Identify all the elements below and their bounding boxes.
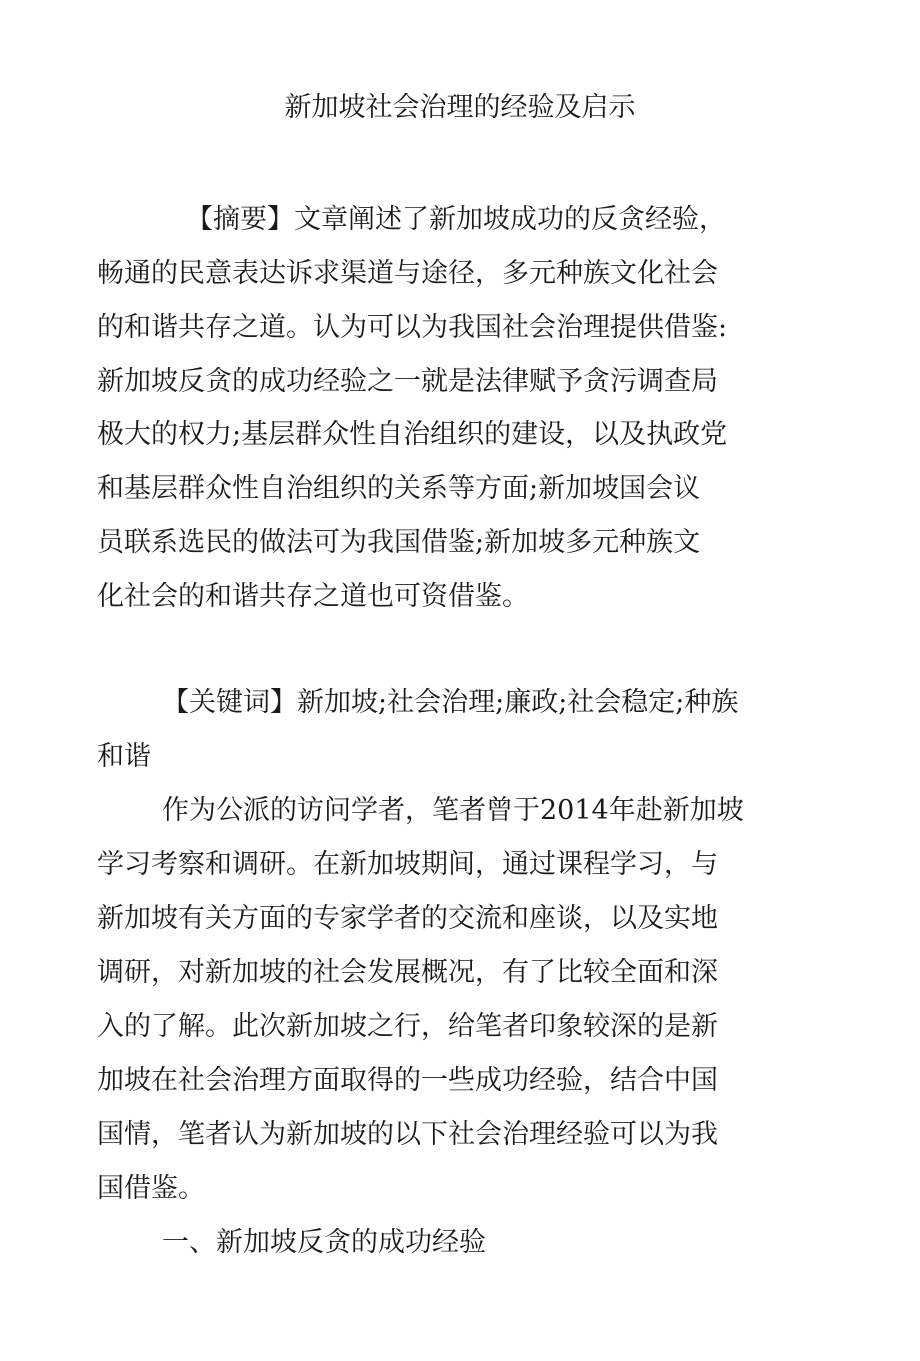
body-line: 国情，笔者认为新加坡的以下社会治理经验可以为我 <box>97 1119 718 1150</box>
body-line: 调研，对新加坡的社会发展概况，有了比较全面和深 <box>97 957 718 988</box>
body-line: 加坡在社会治理方面取得的一些成功经验，结合中国 <box>97 1065 718 1096</box>
keywords-line: 【关键词】新加坡;社会治理;廉政;社会稳定;种族 <box>162 687 739 718</box>
body-line: 入的了解。此次新加坡之行，给笔者印象较深的是新 <box>97 1011 718 1042</box>
abstract-line: 和基层群众性自治组织的关系等方面;新加坡国会议 <box>97 473 701 504</box>
abstract-line: 员联系选民的做法可为我国借鉴;新加坡多元种族文 <box>97 527 701 558</box>
body-line: 学习考察和调研。在新加坡期间，通过课程学习，与 <box>97 849 718 880</box>
body-line: 作为公派的访问学者，笔者曾于2014年赴新加坡 <box>162 795 744 826</box>
body-line: 新加坡有关方面的专家学者的交流和座谈，以及实地 <box>97 903 718 934</box>
abstract-line: 畅通的民意表达诉求渠道与途径，多元种族文化社会 <box>97 258 718 289</box>
section-heading: 一、新加坡反贪的成功经验 <box>162 1227 486 1258</box>
document-title: 新加坡社会治理的经验及启示 <box>284 92 636 123</box>
keywords-line: 和谐 <box>97 741 151 772</box>
body-line: 国借鉴。 <box>97 1173 205 1204</box>
abstract-line: 化社会的和谐共存之道也可资借鉴。 <box>97 581 529 612</box>
abstract-line: 的和谐共存之道。认为可以为我国社会治理提供借鉴: <box>97 312 728 343</box>
abstract-line: 极大的权力;基层群众性自治组织的建设，以及执政党 <box>97 419 728 450</box>
abstract-line: 新加坡反贪的成功经验之一就是法律赋予贪污调查局 <box>97 366 718 397</box>
abstract-line: 【摘要】文章阐述了新加坡成功的反贪经验， <box>186 204 726 235</box>
